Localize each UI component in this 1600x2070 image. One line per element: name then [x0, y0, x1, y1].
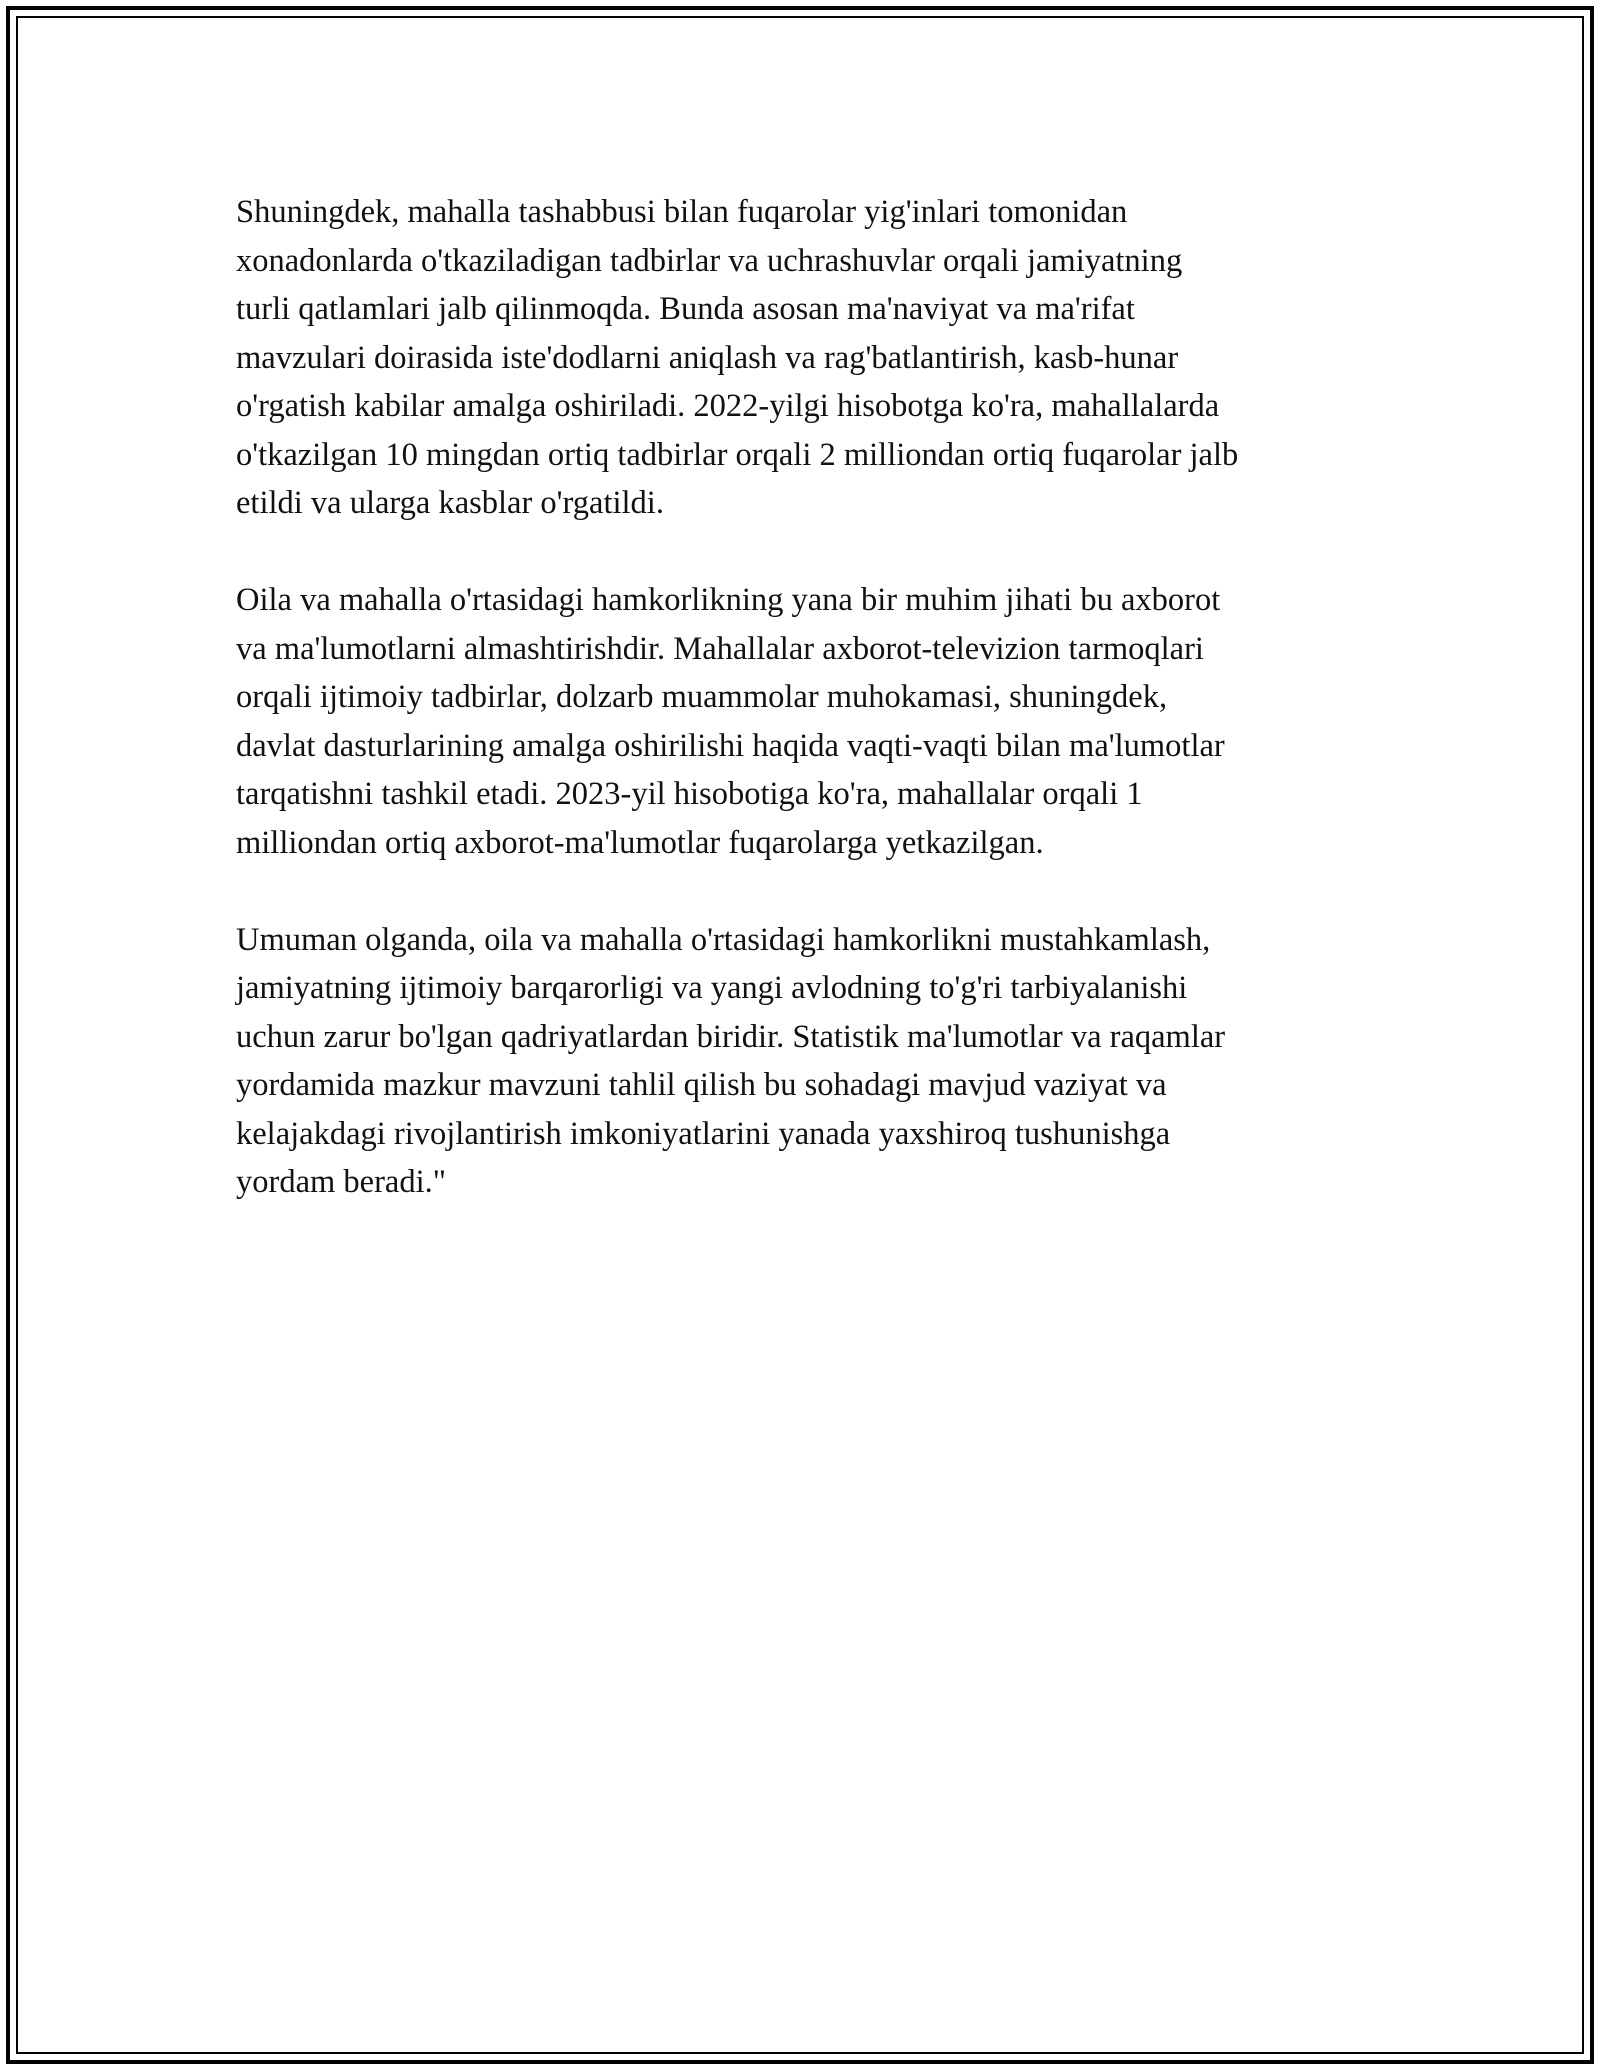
paragraph-3: Umuman olganda, oila va mahalla o'rtasidagi hamkorlikni mustahkamlash, jamiyatning ijtimoiy barqarorligi va yangi avlodning to'g'ri tarbiyalanishi uchun zarur bo'lgan qadriyatlardan biridir. Statistik ma'lumotlar va raqamlar yordamida mazkur mavzuni tahlil qilish bu sohadagi mavjud vaziyat va kelajakdagi rivojlantirish imkoniyatlarini yanada yaxshiroq tushunishga yordam beradi." — [236, 921, 1226, 1200]
document-body — [236, 188, 1386, 1255]
paragraph-2: Oila va mahalla o'rtasidagi hamkorlikning yana bir muhim jihati bu axborot va ma'lumotlarni almashtirishdir. Mahallalar axborot-televizion tarmoqlari orqali ijtimoiy tadbirlar, dolzarb muammolar muhokamasi, shuningdek, davlat dasturlarining amalga oshirilishi haqida vaqti-vaqti bilan ma'lumotlar tarqatishni tashkil etadi. 2023-yil hisobotiga ko'ra, mahallalar orqali 1 milliondan ortiq axborot-ma'lumotlar fuqarolarga yetkazilgan. — [236, 582, 1225, 861]
paragraph-1: Shuningdek, mahalla tashabbusi bilan fuqarolar yig'inlari tomonidan xonadonlarda o'tkaziladigan tadbirlar va uchrashuvlar orqali jamiyatning turli qatlamlari jalb qilinmoqda. Bunda asosan ma'naviyat va ma'rifat mavzulari doirasida iste'dodlarni aniqlash va rag'batlantirish, kasb-hunar o'rgatish kabilar amalga oshiriladi. 2022-yilgi hisobotga ko'ra, mahallalarda o'tkazilgan 10 mingdan ortiq tadbirlar orqali 2 milliondan ortiq fuqarolar jalb etildi va ularga kasblar o'rgatildi. — [236, 194, 1239, 521]
